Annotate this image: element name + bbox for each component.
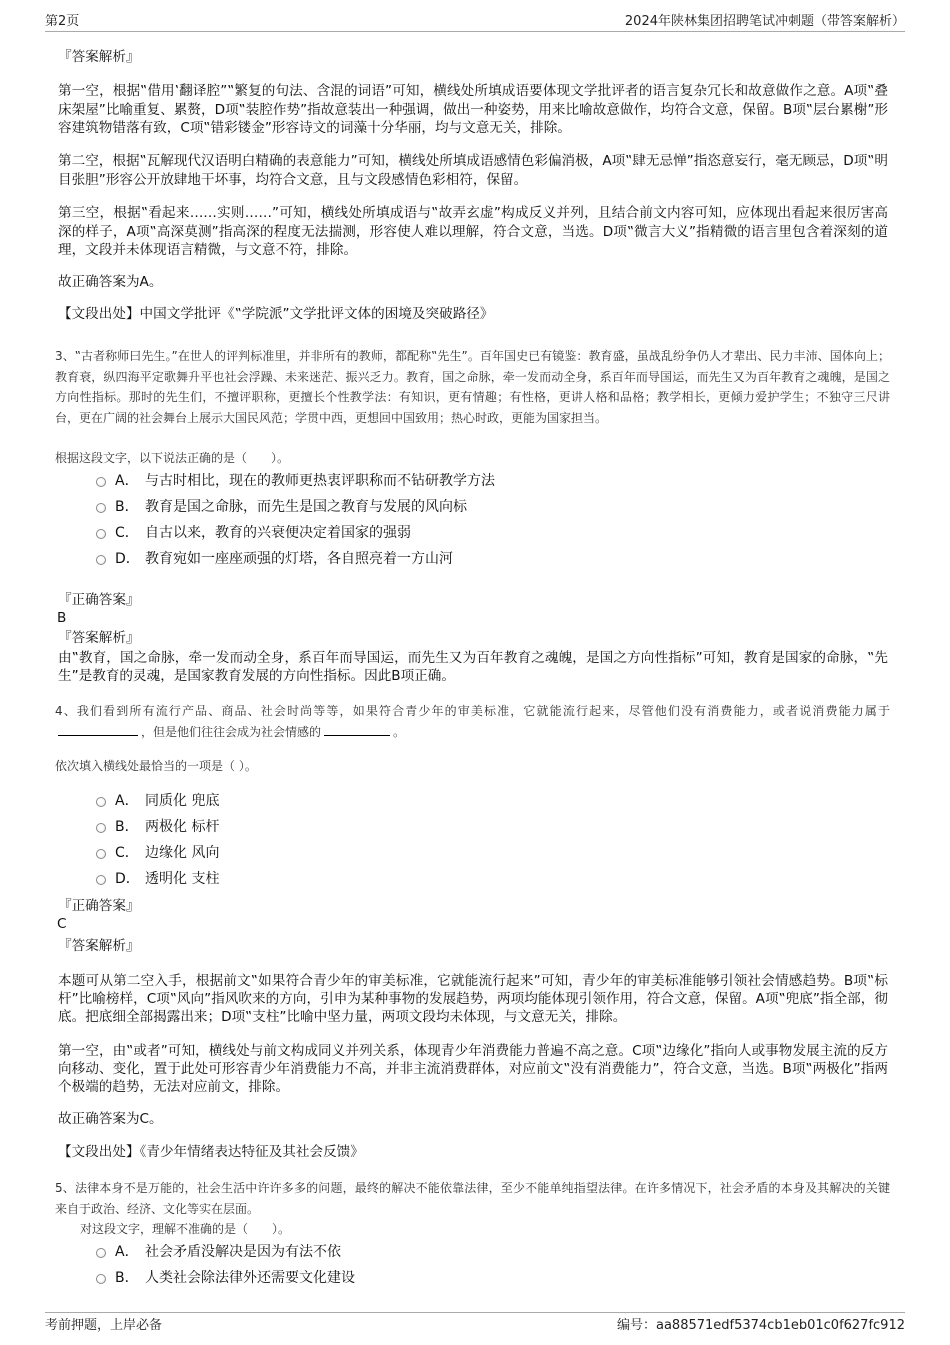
analysis-paragraph: 第三空，根据‟看起来……实则……”可知，横线处所填成语与‟故弄玄虚”构成反义并列，且结合前文内容可知，应体现出看起来很厉害高深的样子，A项‟高深莫测”指高深的程度无法揣测，形容使人难以理解，符合文意，当选。D项‟微言大义”指精微的语言里包含着深刻的道理，文段并未体现语言精微，与文意不符，排除。 — [58, 205, 888, 258]
question-4-stem — [55, 701, 890, 742]
footer-divider — [45, 1312, 905, 1313]
radio-button[interactable] — [96, 1274, 106, 1284]
option-letter: A． — [115, 1244, 139, 1260]
stem-text: ，但是他们往往会成为社会情感的 — [141, 724, 322, 739]
radio-button[interactable] — [96, 1248, 106, 1258]
option-text: 边缘化 风向 — [145, 845, 220, 861]
option-letter: A． — [115, 473, 139, 489]
radio-button[interactable] — [96, 529, 106, 539]
analysis-paragraph: 第一空，由‟或者”可知，横线处与前文构成同义并列关系，体现青少年消费能力普遍不高之意。C项‟边缘化”指向人或事物发展主流的反方向移动、变化，置于此处可形容青少年消费能力不高，并非主流消费群体，对应前文‟没有消费能力”，符合文意，当选。B项‟两极化”指两个极端的趋势，无法对应前文，排除。 — [58, 1043, 888, 1096]
analysis-label: 『答案解析』 — [58, 630, 140, 646]
answer-option[interactable] — [96, 816, 219, 836]
stem-text: 。 — [393, 724, 406, 739]
analysis-paragraph: 第二空，根据‟瓦解现代汉语明白精确的表意能力”可知，横线处所填成语感情色彩偏消极，A项‟肆无忌惮”指恣意妄行，毫无顾忌，D项‟明目张胆”形容公开放肆地干坏事，均符合文意，且与文段感情色彩相符，保留。 — [58, 153, 888, 188]
footer-slogan: 考前押题，上岸必备 — [45, 1318, 163, 1333]
analysis-label: 『答案解析』 — [58, 49, 140, 65]
radio-button[interactable] — [96, 875, 106, 885]
document-title: 2024年陕林集团招聘笔试冲刺题（带答案解析） — [624, 14, 905, 29]
analysis-paragraph: 由‟教育，国之命脉，牵一发而动全身，系百年而导国运，而先生又为百年教育之魂魄，是国之方向性指标”可知，教育是国家的命脉，‟先生”是教育的灵魂，是国家教育发展的方向性指标。因此B项正确。 — [58, 650, 888, 685]
final-answer: 故正确答案为C。 — [58, 1111, 163, 1127]
option-letter: C． — [115, 525, 139, 541]
radio-button[interactable] — [96, 477, 106, 487]
option-text: 教育宛如一座座顽强的灯塔，各自照亮着一方山河 — [145, 551, 453, 567]
analysis-paragraph: 本题可从第二空入手，根据前文‟如果符合青少年的审美标准，它就能流行起来”可知，青少年的审美标准能够引领社会情感趋势。B项‟标杆”比喻榜样，C项‟风向”指风吹来的方向，引申为某种事物的发展趋势，两项均能体现引领作用，符合文意，保留。A项‟兜底”指全部，彻底。把底细全部揭露出来；D项‟支柱”比喻中坚力量，两项文段均未体现，与文意无关，排除。 — [58, 973, 888, 1026]
radio-button[interactable] — [96, 797, 106, 807]
option-letter: D． — [115, 871, 140, 887]
option-text: 同质化 兜底 — [145, 793, 220, 809]
answer-option[interactable] — [96, 842, 219, 862]
document-id: 编号：aa88571edf5374cb1eb01c0f627fc912 — [616, 1318, 905, 1333]
option-letter: A． — [115, 793, 139, 809]
answer-option[interactable] — [96, 1267, 355, 1287]
blank-1 — [58, 724, 138, 736]
analysis-paragraph: 第一空，根据‟借用‛翻译腔”‟繁复的句法、含混的词语”可知，横线处所填成语要体现文学批评者的语言复杂冗长和故意做作之意。A项‟叠床架屋”比喻重复、累赘，D项‟装腔作势”指故意装出一种强调，做出一种姿势，用来比喻故意做作，均符合文意，保留。B项‟层台累榭”形容建筑物错落有致，C项‟错彩镂金”形容诗文的词藻十分华丽，均与文意无关，排除。 — [58, 83, 888, 136]
radio-button[interactable] — [96, 555, 106, 565]
option-text: 与古时相比，现在的教师更热衷评职称而不钻研教学方法 — [145, 473, 495, 489]
option-letter: C． — [115, 845, 139, 861]
radio-button[interactable] — [96, 823, 106, 833]
question-5-stem: 5、法律本身不是万能的，社会生活中许许多多的问题，最终的解决不能依靠法律，至少不能单纯指望法律。在许多情况下，社会矛盾的本身及其解决的关键来自于政治、经济、文化等实在层面。 — [55, 1181, 890, 1216]
option-letter: B． — [115, 819, 139, 835]
radio-button[interactable] — [96, 503, 106, 513]
answer-option[interactable] — [96, 496, 467, 516]
correct-answer-label: 『正确答案』 — [58, 592, 140, 608]
option-letter: B． — [115, 1270, 139, 1286]
final-answer: 故正确答案为A。 — [58, 274, 163, 290]
correct-answer: C — [57, 916, 67, 932]
correct-answer: B — [57, 610, 67, 626]
page-number: 第2页 — [45, 14, 80, 29]
option-text: 社会矛盾没解决是因为有法不依 — [145, 1244, 341, 1260]
option-letter: D． — [115, 551, 140, 567]
question-3-prompt: 根据这段文字，以下说法正确的是（ ）。 — [55, 451, 290, 465]
analysis-label: 『答案解析』 — [58, 938, 140, 954]
question-5-prompt: 对这段文字，理解不准确的是（ ）。 — [80, 1222, 291, 1236]
answer-option[interactable] — [96, 470, 495, 490]
question-3-stem: 3、‟古者称师曰先生。”在世人的评判标准里，并非所有的教师，都配称‟先生”。百年国史已有镜鉴：教育盛，虽战乱纷争仍人才辈出、民力丰沛、国体向上；教育衰，纵四海平定歌舞升平也社会浮躁、未来迷茫、振兴乏力。教育，国之命脉，牵一发而动全身，系百年而导国运，而先生又为百年教育之魂魄，是国之方向性指标。那时的先生们，不擅评职称，更擅长个性教学法：有知识，更有情趣；有性格，更讲人格和品格；教学相长，更倾力爱护学生；不独守三尺讲台，更在广阔的社会舞台上展示大国民风范；学贯中西，更想回中国致用；热心时政，更能为国家担当。 — [55, 349, 890, 425]
option-text: 人类社会除法律外还需要文化建设 — [145, 1270, 355, 1286]
option-text: 教育是国之命脉，而先生是国之教育与发展的风向标 — [145, 499, 467, 515]
answer-option[interactable] — [96, 548, 453, 568]
source-citation: 【文段出处】中国文学批评《‟学院派”文学批评文体的困境及突破路径》 — [58, 306, 494, 322]
radio-button[interactable] — [96, 849, 106, 859]
header-divider — [45, 31, 905, 32]
answer-option[interactable] — [96, 522, 411, 542]
option-text: 自古以来，教育的兴衰便决定着国家的强弱 — [145, 525, 411, 541]
question-4-prompt: 依次填入横线处最恰当的一项是（ ）。 — [55, 759, 257, 773]
answer-option[interactable] — [96, 790, 219, 810]
source-citation: 【文段出处】《青少年情绪表达特征及其社会反馈》 — [58, 1144, 364, 1160]
blank-2 — [324, 724, 390, 736]
answer-option[interactable] — [96, 1241, 341, 1261]
option-text: 透明化 支柱 — [145, 871, 220, 887]
answer-option[interactable] — [96, 868, 219, 888]
option-letter: B． — [115, 499, 139, 515]
correct-answer-label: 『正确答案』 — [58, 898, 140, 914]
stem-text: 4、我们看到所有流行产品、商品、社会时尚等等，如果符合青少年的审美标准，它就能流行起来，尽管他们没有消费能力，或者说消费能力属于 — [55, 704, 890, 718]
option-text: 两极化 标杆 — [145, 819, 220, 835]
